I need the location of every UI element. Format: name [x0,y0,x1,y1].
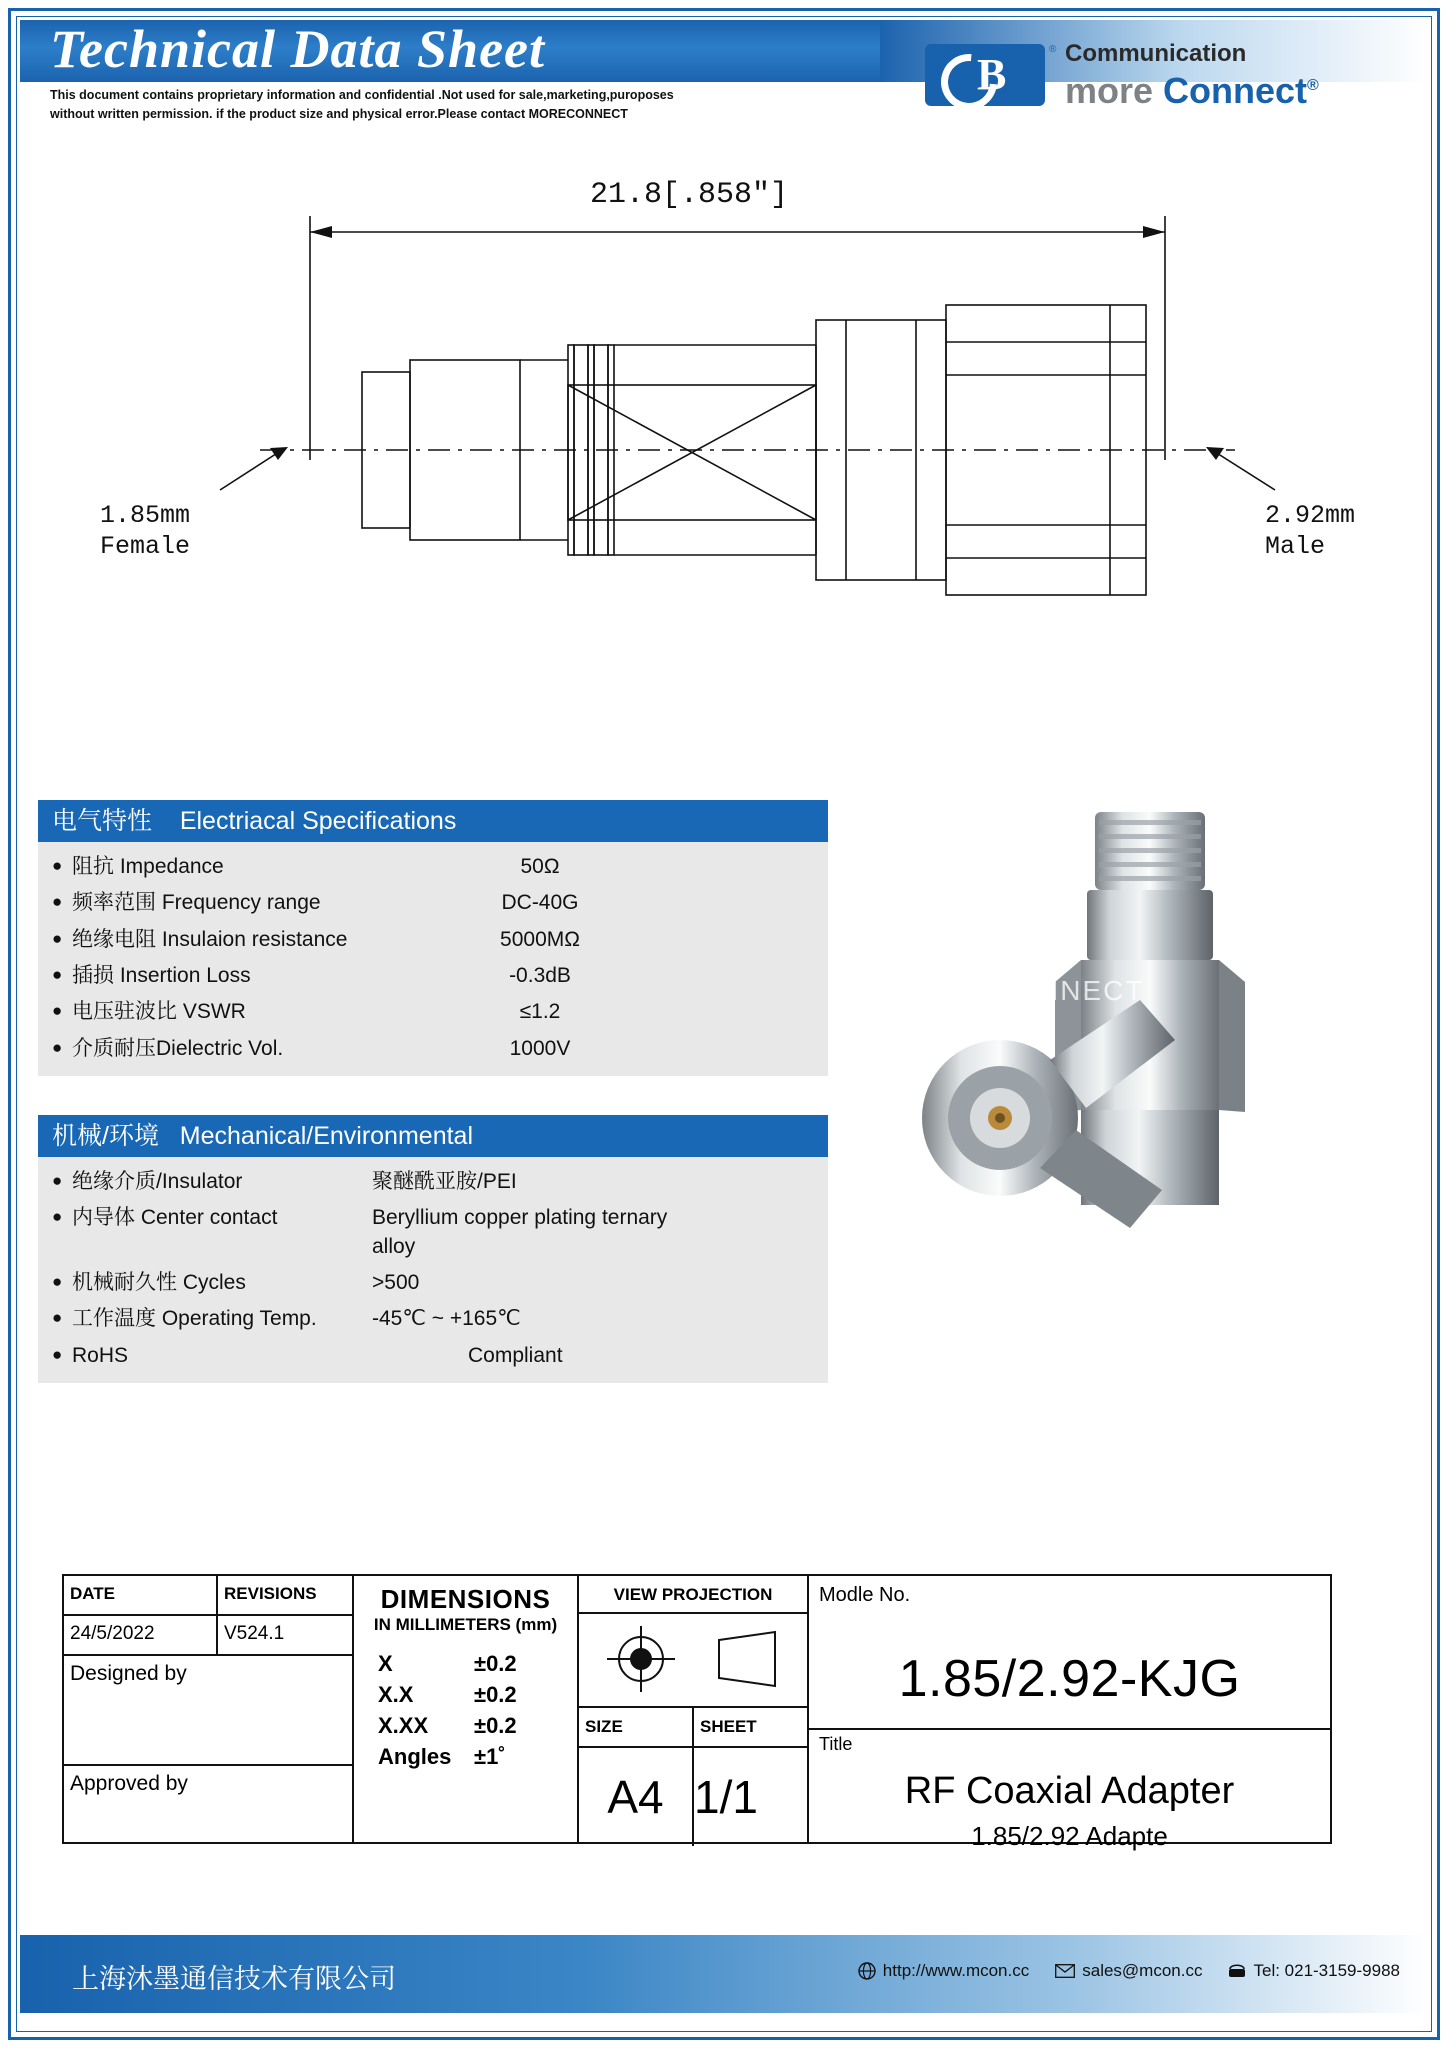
bullet-icon: ● [52,928,63,948]
tolerance-key: X.X [378,1682,414,1707]
page-title: Technical Data Sheet [50,19,546,79]
table-row [38,994,828,1030]
mechanical-specifications-body [38,1157,828,1383]
spec-value: Beryllium copper plating ternary alloy [372,1206,668,1258]
bullet-icon: ● [52,1308,63,1328]
table-row [38,1265,828,1301]
footer-email-text: sales@mcon.cc [1082,1961,1203,1980]
footer-contact-list [858,1961,1400,1981]
spec-value: ≤1.2 [519,1000,561,1024]
revisions-header: REVISIONS [224,1584,317,1603]
bullet-icon: ● [52,965,63,985]
spec-label: 阻抗 Impedance [72,855,224,878]
adapter-photo-illustration [880,800,1380,1300]
electrical-specifications-header [38,800,828,842]
spec-value: DC-40G [501,891,579,915]
globe-icon [858,1962,876,1980]
footer-website-text: http://www.mcon.cc [882,1961,1030,1980]
table-row [38,922,828,958]
spec-value: 聚醚酰亚胺/PEI [372,1170,517,1193]
spec-value: 1000V [509,1036,571,1060]
table-row [38,1164,828,1200]
drawing-title-value: RF Coaxial Adapter [904,1770,1235,1812]
tolerance-row [378,1744,577,1770]
dimensions-title: DIMENSIONS [380,1584,551,1614]
spec-value: 5000MΩ [500,927,580,951]
view-projection-header: VIEW PROJECTION [579,1576,807,1614]
telephone-icon [1228,1963,1246,1979]
bullet-icon: ● [52,1037,63,1057]
spec-value: Compliant [468,1343,563,1367]
brand-logo [925,38,1425,128]
first-angle-projection-icon [579,1614,807,1704]
tolerance-row [378,1651,577,1677]
view-projection-symbol [579,1614,807,1708]
title-block-dimensions-column [354,1576,579,1842]
dimensions-subtitle: IN MILLIMETERS (mm) [373,1615,558,1634]
logo-line-communication: Communication [1065,40,1247,67]
left-callout-gender: Female [100,532,191,562]
footer-company-name: 上海沐墨通信技术有限公司 [72,1964,396,1994]
size-header: SIZE [579,1708,694,1746]
table-row [38,1031,828,1067]
disclaimer-line-2: without written permission. if the product size and physical error.Please contact MORECONNECT [50,106,628,121]
date-revision-value-row [64,1616,352,1656]
page-header [20,20,1428,150]
tolerance-row [378,1682,577,1708]
bullet-icon: ● [52,1171,63,1190]
footer-phone[interactable] [1228,1961,1400,1981]
sheet-value: 1/1 [694,1771,758,1823]
tolerance-value: ±1˚ [474,1744,506,1769]
drawing-title-header: Title [819,1734,853,1754]
spec-value: -45℃ ~ +165℃ [372,1307,521,1331]
spec-label: 工作温度 Operating Temp. [72,1307,317,1331]
tolerance-row [378,1713,577,1739]
spec-label: 频率范围 Frequency range [72,891,321,915]
table-row [38,1301,828,1337]
disclaimer [50,86,850,124]
footer-phone-text: Tel: 021-3159-9988 [1253,1961,1400,1980]
spec-value: >500 [372,1271,420,1295]
size-sheet-header-row [579,1708,807,1748]
bullet-icon: ● [52,1344,63,1364]
right-callout-size: 2.92mm [1265,501,1356,530]
table-row [38,1200,828,1265]
mechanical-specifications-table [38,1115,828,1383]
logo-mark-icon [925,44,1045,106]
spec-value: -0.3dB [509,964,571,988]
disclaimer-line-1: This document contains proprietary information and confidential .Not used for sale,marketing,puroposes [50,88,674,102]
title-block [62,1574,1332,1851]
mechanical-header-en: Mechanical/Environmental [179,1122,473,1150]
electrical-specifications-table [38,800,828,1076]
model-number-value: 1.85/2.92-KJG [809,1630,1330,1730]
mechanical-specifications-header [38,1115,828,1157]
logo-line-more-connect [1065,70,1319,112]
logo-word-connect: Connect [1163,70,1308,111]
electrical-specifications-body [38,842,828,1076]
logo-b-letter: B [977,50,1007,99]
revision-value: V524.1 [224,1623,285,1644]
spec-label: 机械耐久性 Cycles [72,1271,246,1295]
product-photo [880,800,1380,1300]
page-footer [20,1935,1428,2013]
electrical-header-cn: 电气特性 [52,807,153,835]
adapter-outline-drawing [20,160,1428,760]
bullet-icon: ● [52,892,63,912]
spec-label: RoHS [72,1343,129,1367]
spec-label: 电压驻波比 VSWR [72,1000,246,1024]
left-callout-size: 1.85mm [100,501,191,530]
title-block-revision-column [64,1576,354,1842]
spec-label: 插损 Insertion Loss [72,964,251,988]
right-callout-gender: Male [1265,532,1326,562]
size-value: A4 [579,1748,694,1846]
tolerance-value: ±0.2 [474,1651,517,1676]
technical-drawing [20,160,1428,760]
spec-label: 绝缘电阻 Insulaion resistance [72,927,348,951]
tolerance-key: Angles [378,1744,452,1769]
date-header: DATE [64,1576,218,1614]
date-value: 24/5/2022 [64,1616,218,1654]
logo-registered-mark: ® [1049,44,1057,55]
spec-value: 50Ω [520,855,560,878]
size-sheet-value-row [579,1748,807,1846]
sheet-header: SHEET [700,1717,757,1736]
footer-email[interactable] [1055,1961,1202,1981]
tolerance-key: X [378,1651,393,1676]
photo-watermark: MORECONNECT [900,975,1145,1006]
bullet-icon: ● [52,1001,63,1021]
logo-word-more: more [1065,70,1154,111]
tolerance-key: X.XX [378,1713,429,1738]
tolerance-list [354,1641,577,1770]
footer-website[interactable] [858,1961,1029,1981]
spec-label: 内导体 Center contact [72,1206,278,1230]
bullet-icon: ● [52,1272,63,1292]
title-block-projection-column [579,1576,809,1842]
electrical-header-en: Electriacal Specifications [179,807,457,835]
right-connector-callout [1265,500,1355,563]
table-row [38,885,828,921]
table-row [38,1338,828,1374]
date-revision-header-row [64,1576,352,1616]
envelope-icon [1055,1964,1075,1978]
spec-label: 绝缘介质/Insulator [72,1170,243,1193]
bullet-icon: ● [52,856,63,875]
logo-word-registered: ® [1307,77,1319,94]
model-number-header: Modle No. [819,1584,911,1606]
title-block-model-column [809,1576,1330,1851]
bullet-icon: ● [52,1207,63,1227]
designed-by-field: Designed by [64,1656,352,1766]
tolerance-value: ±0.2 [474,1682,517,1707]
overall-length-dimension: 21.8[.858"] [590,178,789,212]
mechanical-header-cn: 机械/环境 [52,1122,159,1150]
approved-by-field: Approved by [70,1772,188,1795]
drawing-title-subtitle: 1.85/2.92 Adapte [971,1821,1168,1851]
left-connector-callout [100,500,190,563]
spec-label: 介质耐压Dielectric Vol. [72,1036,284,1060]
table-row [38,849,828,885]
table-row [38,958,828,994]
tolerance-value: ±0.2 [474,1713,517,1738]
